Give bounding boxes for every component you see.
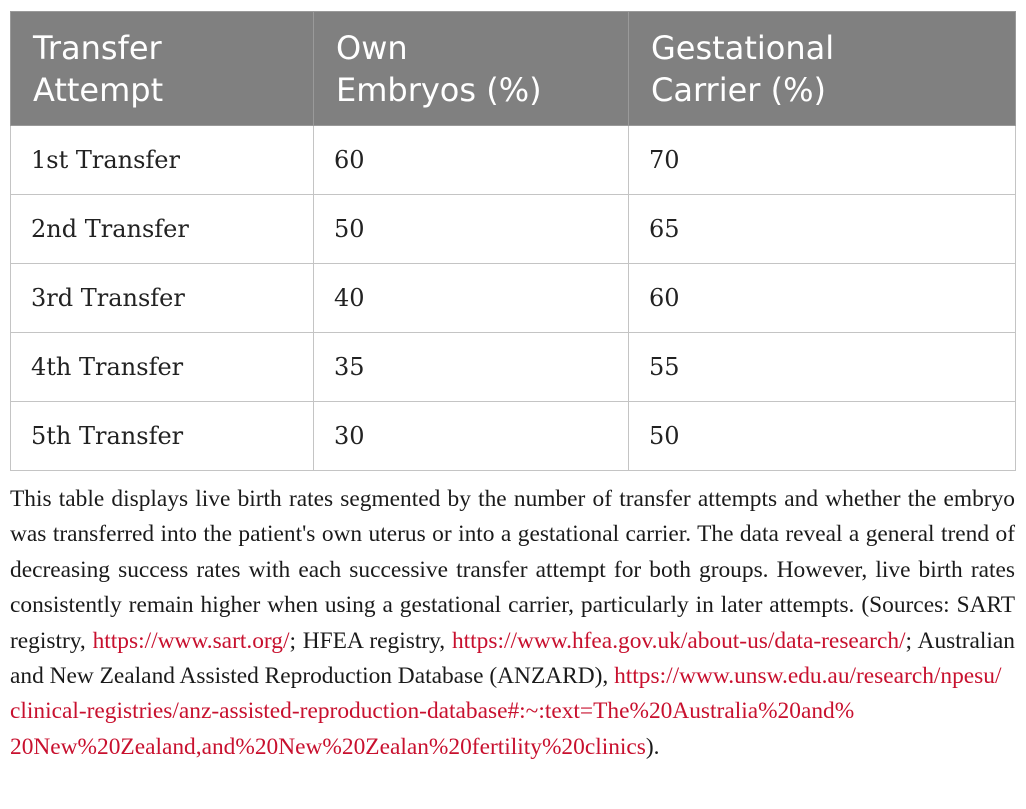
cell-own-embryos: 50 xyxy=(314,195,629,264)
table-row xyxy=(11,195,1016,264)
cell-gestational-carrier: 70 xyxy=(629,126,1016,195)
caption-text: ). xyxy=(645,733,660,760)
header-line: Transfer xyxy=(33,28,162,67)
caption-text: This table displays live birth rates segmented by the number of transfer attempts and whether the embryo was transferred into the patient's own uterus or into a gestational carrier. The data reveal a general trend of decreasing success rates with each successive transfer attempt for both groups. However, live birth rates consistently remain higher when using a gestational carrier, particularly in later attempts. (Sources: SART registry, xyxy=(10,486,1015,654)
live-birth-rates-table xyxy=(10,11,1016,471)
table-header-row xyxy=(11,12,1016,126)
header-line: Embryos (%) xyxy=(336,70,542,109)
cell-transfer-attempt: 1st Transfer xyxy=(11,126,314,195)
cell-gestational-carrier: 55 xyxy=(629,333,1016,402)
table-caption xyxy=(10,482,1015,765)
table-row xyxy=(11,264,1016,333)
link-segment: 20New%20Zealand,and%20New%20Zealan%20fertility%20clinics xyxy=(10,733,646,760)
hfea-registry-link[interactable]: https://www.hfea.gov.uk/about-us/data-research/ xyxy=(451,627,906,654)
cell-own-embryos: 40 xyxy=(314,264,629,333)
cell-gestational-carrier: 65 xyxy=(629,195,1016,264)
table-row xyxy=(11,333,1016,402)
header-transfer-attempt xyxy=(11,12,314,126)
cell-transfer-attempt: 2nd Transfer xyxy=(11,195,314,264)
cell-own-embryos: 60 xyxy=(314,126,629,195)
header-gestational-carrier xyxy=(629,12,1016,126)
cell-own-embryos: 35 xyxy=(314,333,629,402)
caption-text: ; Australian and New Zealand Assisted Reproduction Database (ANZARD), xyxy=(10,627,1015,690)
data-table-container xyxy=(10,11,1015,471)
cell-transfer-attempt: 3rd Transfer xyxy=(11,264,314,333)
header-line: Carrier (%) xyxy=(651,70,826,109)
link-segment: https://www.unsw.edu.au/research/npesu/ xyxy=(614,663,1002,690)
cell-transfer-attempt: 4th Transfer xyxy=(11,333,314,402)
header-line: Own xyxy=(336,28,408,67)
table-row xyxy=(11,402,1016,471)
table-row xyxy=(11,126,1016,195)
sart-registry-link[interactable]: https://www.sart.org/ xyxy=(92,627,290,654)
header-own-embryos xyxy=(314,12,629,126)
link-segment: clinical-registries/anz-assisted-reproduction-database#:~:text=The%20Australia%20and% xyxy=(10,698,855,725)
cell-transfer-attempt: 5th Transfer xyxy=(11,402,314,471)
cell-gestational-carrier: 60 xyxy=(629,264,1016,333)
cell-own-embryos: 30 xyxy=(314,402,629,471)
cell-gestational-carrier: 50 xyxy=(629,402,1016,471)
header-line: Gestational xyxy=(651,28,835,67)
header-line: Attempt xyxy=(33,70,164,109)
caption-text: ; HFEA registry, xyxy=(289,627,452,654)
